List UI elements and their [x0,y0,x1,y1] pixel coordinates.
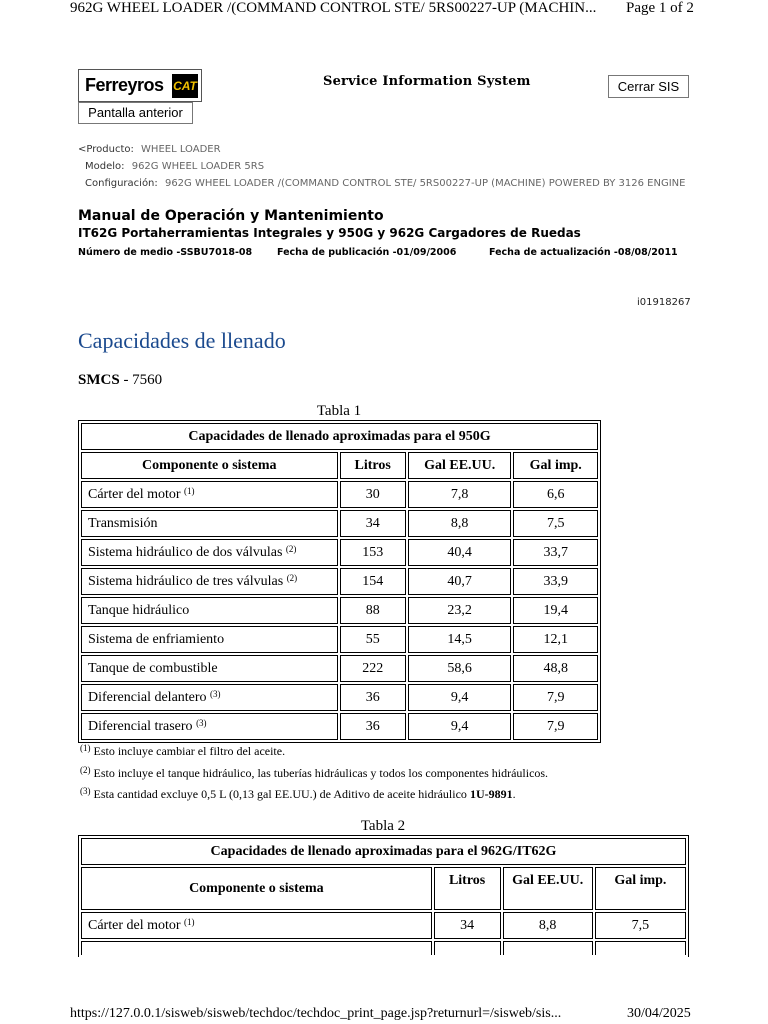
liters: 153 [340,539,406,566]
footnote-ref: (1) [184,486,195,496]
manual-subtitle: IT62G Portaherramientas Integrales y 950G y 962G Cargadores de Ruedas [78,226,581,240]
us-gal: 58,6 [408,655,512,682]
print-footer-date: 30/04/2025 [627,1006,691,1021]
previous-screen-button[interactable]: Pantalla anterior [78,102,193,124]
table-row [81,510,598,537]
print-footer-url: https://127.0.0.1/sisweb/sisweb/techdoc/techdoc_print_page.jsp?returnurl=/sisweb/sis... [70,1006,562,1021]
manual-title: Manual de Operación y Mantenimiento [78,208,384,224]
table2-header-us-gal: Gal EE.UU. [503,867,593,910]
liters: 88 [340,597,406,624]
table1 [78,420,601,743]
media-number: Número de medio -SSBU7018-08 [78,247,253,258]
table-row [81,713,598,740]
imp-gal: 33,7 [513,539,598,566]
table2-header-component: Componente o sistema [81,867,432,910]
empty-cell [503,941,593,955]
imp-gal: 19,4 [513,597,598,624]
us-gal: 9,4 [408,713,512,740]
footnote-1: $^{(1)}$ Esto incluye cambiar el filtro del aceite. [80,743,286,758]
footnote-ref: (3) [210,689,221,699]
product-row [78,144,221,155]
liters: 34 [434,912,501,939]
smcs-label: SMCS [78,372,120,388]
component-name: Sistema hidráulico de dos válvulas $^{(2)}$ [81,539,338,566]
component-name: Tanque de combustible [81,655,338,682]
table2-title: Capacidades de llenado aproximadas para el 962G/IT62G [81,838,686,865]
table2-header-imp-gal: Gal imp. [595,867,686,910]
print-header-title: 962G WHEEL LOADER /(COMMAND CONTROL STE/ 5RS00227-UP (MACHIN... [70,0,597,16]
image-id: i01918267 [637,297,691,308]
component-name: Cárter del motor $^{(1)}$ [81,481,338,508]
footnote-ref: (2) [286,573,298,583]
table1-header-row [81,452,598,479]
component-name: Diferencial trasero $^{(3)}$ [81,713,338,740]
imp-gal: 7,5 [513,510,598,537]
empty-cell [434,941,501,955]
us-gal: 14,5 [408,626,512,653]
table-row [81,481,598,508]
liters: 154 [340,568,406,595]
component-name: Cárter del motor $^{(1)}$ [81,912,432,939]
table2-header-liters: Litros [434,867,501,910]
model-value: 962G WHEEL LOADER 5RS [131,161,265,172]
model-label: Modelo: [85,161,125,172]
table-row [81,597,598,624]
config-row [85,178,685,189]
us-gal: 40,7 [408,568,512,595]
table-row [81,684,598,711]
table1-caption: Tabla 1 [316,403,362,419]
liters: 36 [340,684,406,711]
liters: 30 [340,481,406,508]
footnote-ref: (1) [184,917,195,927]
table1-title-row [81,423,598,450]
table2-header-row [81,867,686,910]
liters: 55 [340,626,406,653]
imp-gal: 6,6 [513,481,598,508]
table1-header-component: Componente o sistema [81,452,338,479]
component-name: Sistema de enfriamiento [81,626,338,653]
config-value: 962G WHEEL LOADER /(COMMAND CONTROL STE/ 5RS00227-UP (MACHINE) POWERED BY 3126 ENGINE [164,178,686,189]
us-gal: 8,8 [503,912,593,939]
table-row [81,568,598,595]
table1-title: Capacidades de llenado aproximadas para el 950G [81,423,598,450]
back-arrow-icon[interactable]: < [78,144,87,155]
product-label: Producto: [86,144,134,155]
table-row [81,912,686,939]
us-gal: 23,2 [408,597,512,624]
imp-gal: 33,9 [513,568,598,595]
page-title: Capacidades de llenado [78,328,286,353]
print-header-page: Page 1 of 2 [626,0,694,16]
model-row [85,161,264,172]
component-name: Transmisión [81,510,338,537]
us-gal: 8,8 [408,510,512,537]
footnote-ref: (3) [196,718,207,728]
footnote-ref: (2) [285,544,297,554]
config-label: Configuración: [85,178,158,189]
component-name: Tanque hidráulico [81,597,338,624]
smcs-code [78,372,162,389]
liters: 36 [340,713,406,740]
table1-header-us-gal: Gal EE.UU. [408,452,512,479]
table-row [81,941,686,955]
empty-cell [595,941,686,955]
close-sis-button[interactable]: Cerrar SIS [608,75,689,98]
sis-title: Service Information System [323,74,531,89]
imp-gal: 7,9 [513,713,598,740]
product-value: WHEEL LOADER [141,144,221,155]
component-name: Diferencial delantero $^{(3)}$ [81,684,338,711]
us-gal: 7,8 [408,481,512,508]
ferreyros-cat-logo [78,69,202,102]
smcs-value: - 7560 [119,372,163,388]
part-number: 1U-9891 [469,787,513,801]
table1-header-imp-gal: Gal imp. [513,452,598,479]
cat-logo-icon: CAT [172,74,198,98]
footnote-3: $^{(3)}$ Esta cantidad excluye 0,5 L (0,13 gal EE.UU.) de Aditivo de aceite hidráulico 1U-9891. [80,786,516,801]
us-gal: 40,4 [408,539,512,566]
update-date: Fecha de actualización -08/08/2011 [489,247,678,258]
logo-brand: Ferreyros [85,75,164,95]
component-name: Sistema hidráulico de tres válvulas $^{(2)}$ [81,568,338,595]
table-row [81,539,598,566]
table-row [81,626,598,653]
imp-gal: 12,1 [513,626,598,653]
table1-header-liters: Litros [340,452,406,479]
liters: 222 [340,655,406,682]
table-row [81,655,598,682]
publish-date: Fecha de publicación -01/09/2006 [277,247,457,258]
imp-gal: 7,5 [595,912,686,939]
empty-cell [81,941,432,955]
table2-caption: Tabla 2 [360,818,406,834]
table2-title-row [81,838,686,865]
imp-gal: 7,9 [513,684,598,711]
footnote-2: $^{(2)}$ Esto incluye el tanque hidráulico, las tuberías hidráulicas y todos los componentes hidráulicos. [80,765,549,780]
imp-gal: 48,8 [513,655,598,682]
liters: 34 [340,510,406,537]
table2 [78,835,689,957]
us-gal: 9,4 [408,684,512,711]
